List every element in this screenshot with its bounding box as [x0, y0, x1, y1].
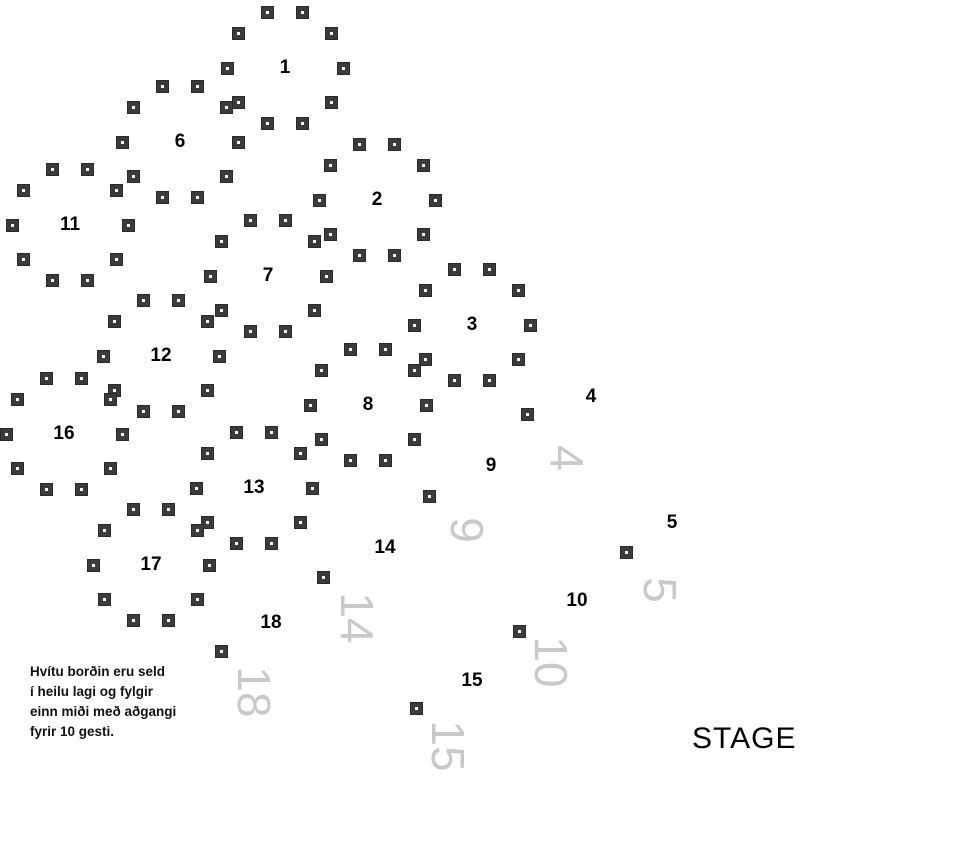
seat[interactable]	[156, 191, 169, 204]
table-number-label: 12	[150, 345, 172, 366]
seat[interactable]	[116, 428, 129, 441]
seat[interactable]	[190, 482, 203, 495]
seat[interactable]	[313, 194, 326, 207]
table-number-label: 14	[374, 537, 396, 558]
seat[interactable]	[230, 426, 243, 439]
seat[interactable]	[308, 235, 321, 248]
seat[interactable]	[232, 96, 245, 109]
seat[interactable]	[204, 270, 217, 283]
seat[interactable]	[306, 482, 319, 495]
seat[interactable]	[379, 454, 392, 467]
seat[interactable]	[98, 524, 111, 537]
seat[interactable]	[279, 325, 292, 338]
table-number-label: 16	[53, 423, 75, 444]
seat[interactable]	[191, 191, 204, 204]
seat[interactable]	[137, 294, 150, 307]
table-number-label: 7	[262, 265, 274, 286]
legend-note-line: í heilu lagi og fylgir	[30, 683, 154, 699]
seat[interactable]	[353, 138, 366, 151]
table-number-label: 4	[585, 386, 597, 407]
seat[interactable]	[127, 614, 140, 627]
seat[interactable]	[201, 447, 214, 460]
seat[interactable]	[110, 253, 123, 266]
table-number-label: 3	[466, 314, 478, 335]
table-number-label: 2	[371, 189, 383, 210]
seat[interactable]	[137, 405, 150, 418]
seat[interactable]	[483, 263, 496, 276]
seat[interactable]	[325, 27, 338, 40]
seat[interactable]	[6, 219, 19, 232]
seat[interactable]	[344, 454, 357, 467]
table-number-ghost-label: 14	[331, 592, 383, 644]
seat[interactable]	[221, 62, 234, 75]
seat[interactable]	[324, 159, 337, 172]
seat[interactable]	[261, 6, 274, 19]
seat[interactable]	[81, 163, 94, 176]
seat[interactable]	[97, 350, 110, 363]
seat[interactable]	[379, 343, 392, 356]
seat[interactable]	[320, 270, 333, 283]
table-number-label: 17	[140, 554, 162, 575]
table-number-label: 1	[279, 57, 291, 78]
seat[interactable]	[162, 614, 175, 627]
seat[interactable]	[127, 170, 140, 183]
seat[interactable]	[220, 101, 233, 114]
seat[interactable]	[127, 101, 140, 114]
seat[interactable]	[524, 319, 537, 332]
table-number-ghost-label: 5	[634, 577, 686, 603]
seat[interactable]	[244, 214, 257, 227]
seat[interactable]	[110, 184, 123, 197]
legend-note-line: einn miði með aðgangi	[30, 703, 177, 719]
seat[interactable]	[17, 184, 30, 197]
seat[interactable]	[81, 274, 94, 287]
table-number-label: 18	[260, 612, 282, 633]
seat[interactable]	[191, 524, 204, 537]
seat[interactable]	[279, 214, 292, 227]
seat[interactable]	[172, 405, 185, 418]
seat[interactable]	[315, 433, 328, 446]
seat[interactable]	[46, 163, 59, 176]
seat[interactable]	[417, 228, 430, 241]
seat[interactable]	[40, 372, 53, 385]
stage-label: STAGE	[692, 722, 797, 755]
legend-note	[30, 662, 260, 742]
table-number-label: 6	[174, 131, 186, 152]
seat[interactable]	[191, 593, 204, 606]
seat[interactable]	[104, 393, 117, 406]
seat[interactable]	[294, 447, 307, 460]
seat[interactable]	[75, 483, 88, 496]
seat[interactable]	[265, 426, 278, 439]
seat[interactable]	[203, 559, 216, 572]
seat[interactable]	[408, 364, 421, 377]
seat[interactable]	[408, 433, 421, 446]
seat[interactable]	[265, 537, 278, 550]
seat[interactable]	[116, 136, 129, 149]
seat[interactable]	[0, 428, 13, 441]
table-number-label: 5	[666, 512, 678, 533]
table-number-label: 9	[485, 455, 497, 476]
seat[interactable]	[620, 546, 633, 559]
table-number-label: 10	[566, 590, 588, 611]
seat[interactable]	[232, 27, 245, 40]
seat[interactable]	[230, 537, 243, 550]
seat[interactable]	[344, 343, 357, 356]
seat[interactable]	[17, 253, 30, 266]
seat[interactable]	[87, 559, 100, 572]
seat[interactable]	[448, 263, 461, 276]
seat[interactable]	[294, 516, 307, 529]
table-number-label: 15	[461, 670, 483, 691]
seat[interactable]	[220, 170, 233, 183]
seat[interactable]	[11, 393, 24, 406]
seat[interactable]	[108, 315, 121, 328]
table-number-ghost-label: 18	[228, 666, 280, 718]
seat[interactable]	[244, 325, 257, 338]
seat[interactable]	[419, 284, 432, 297]
legend-note-line: fyrir 10 gesti.	[30, 723, 115, 739]
seat[interactable]	[417, 159, 430, 172]
seat[interactable]	[304, 399, 317, 412]
seat[interactable]	[512, 284, 525, 297]
seat[interactable]	[104, 462, 117, 475]
seat[interactable]	[410, 702, 423, 715]
table-number-ghost-label: 9	[441, 517, 493, 543]
seat[interactable]	[512, 353, 525, 366]
seat[interactable]	[429, 194, 442, 207]
seat[interactable]	[521, 408, 534, 421]
table-number-label: 11	[59, 214, 81, 235]
seat[interactable]	[40, 483, 53, 496]
seat[interactable]	[324, 228, 337, 241]
seat[interactable]	[201, 315, 214, 328]
seat[interactable]	[201, 384, 214, 397]
seat[interactable]	[98, 593, 111, 606]
seat[interactable]	[261, 117, 274, 130]
seat[interactable]	[232, 136, 245, 149]
seat[interactable]	[308, 304, 321, 317]
seat[interactable]	[388, 249, 401, 262]
seat[interactable]	[156, 80, 169, 93]
seat[interactable]	[296, 6, 309, 19]
table-number-ghost-label: 4	[541, 445, 593, 471]
seat[interactable]	[325, 96, 338, 109]
seat[interactable]	[483, 374, 496, 387]
seat[interactable]	[215, 235, 228, 248]
seat[interactable]	[191, 80, 204, 93]
seat[interactable]	[127, 503, 140, 516]
seat[interactable]	[215, 645, 228, 658]
seat[interactable]	[423, 490, 436, 503]
seat[interactable]	[213, 350, 226, 363]
legend-note-line: Hvítu borðin eru seld	[30, 664, 166, 679]
seat[interactable]	[122, 219, 135, 232]
seat[interactable]	[408, 319, 421, 332]
seat[interactable]	[162, 503, 175, 516]
table-number-ghost-label: 15	[422, 720, 474, 772]
seat[interactable]	[75, 372, 88, 385]
seat[interactable]	[388, 138, 401, 151]
table-number-label: 8	[362, 394, 374, 415]
seat[interactable]	[172, 294, 185, 307]
seat[interactable]	[46, 274, 59, 287]
table-number-ghost-label: 10	[525, 636, 577, 688]
seat[interactable]	[215, 304, 228, 317]
seat[interactable]	[420, 399, 433, 412]
seat[interactable]	[11, 462, 24, 475]
seat[interactable]	[337, 62, 350, 75]
seat[interactable]	[315, 364, 328, 377]
seat[interactable]	[353, 249, 366, 262]
seat[interactable]	[448, 374, 461, 387]
seat[interactable]	[317, 571, 330, 584]
seat[interactable]	[296, 117, 309, 130]
table-number-label: 13	[243, 477, 265, 498]
